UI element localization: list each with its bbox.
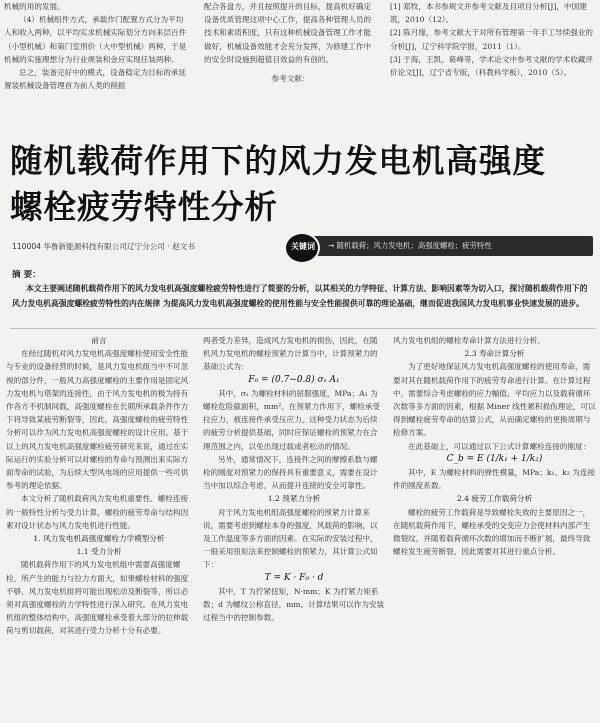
abstract-label: 摘 要： bbox=[12, 270, 41, 280]
body-paragraph: 其中，σₛ 为螺栓材料的屈服强度，MPa；A₁ 为螺栓危险截面积，mm²。在预紧力作用下，螺栓承受拉应力，被连接件承受压应力，这种受力状态为后续的疲劳分析提供基础，同时应保证螺栓的预紧力在合理范围之内，以免出现过载或者松动的情况。 bbox=[203, 388, 380, 451]
body-paragraph: 本文分析了随机载荷风力发电机重要性、螺栓连接的一般特性分析与受力计算，螺栓的疲劳寿命与结构因素对设计状态与风力发电机进行性能。 bbox=[6, 494, 189, 530]
section-heading: 1. 风力发电机高强度螺栓力学模型分析 bbox=[33, 534, 165, 544]
body-column-1 bbox=[6, 334, 192, 638]
body-paragraph: 螺栓的疲劳工作载荷是导致螺栓失效的主要原因之一，在随机载荷作用下，螺栓承受的交变应力会使材料内部产生微裂纹，并随着载荷循环次数的增加而不断扩展，最终导致螺栓发生疲劳断裂，因此需要对其进行重点分析。 bbox=[393, 507, 591, 557]
body-paragraph: 为了更好地保证风力发电机高强度螺栓的使用寿命，需要对其在随机载荷作用下的疲劳寿命进行计算。在计算过程中，需要综合考虑螺栓的应力幅值、平均应力以及载荷循环次数等多方面的因素，根据 Miner 线性累积损伤理论，可以得到螺栓疲劳寿命的估算公式，从而确定螺栓的更换周期与检修方案。 bbox=[393, 362, 596, 438]
author-affiliation: 110004 华鲁新能源科技有限公司辽宁分公司 · 赵文书 bbox=[12, 242, 195, 251]
keywords-text: → 随机载荷；风力发电机；高强度螺栓；疲劳特性 bbox=[328, 241, 492, 250]
subsection-heading: 1.1 受力分析 bbox=[76, 547, 122, 557]
equation-stiffness: C_b = E (1/k₁ + 1/k₂) bbox=[446, 453, 543, 464]
top-col1-para: 总之，装备完好中的模式，设备稳定为目标的承延置装机械设备管理首为前人类的削振 bbox=[4, 68, 187, 91]
top-col1-para: （4）机械组件方式，承载作门配置方式分为平均人和收入两种，以平均实求机械实际划分方向来层百件（小型机械）和第门室刑价（大中型机械）两种，于是机械的实施理想分为行业规装和金应实现任装两种。 bbox=[4, 15, 187, 64]
body-paragraph: 随机载荷作用下的风力发电机组中需要高强度螺栓，所产生的能力与拉力方面大，如果螺栓材料的强度不够，风力发电机组将可能出现松动及断裂等，所以必须对高强度螺栓的力学特性进行深入研究。在风力发电机组的整体结构中，高强度螺栓承受着大部分的拉伸载荷与剪切载荷，对其进行受力分析十分有必要。 bbox=[6, 560, 189, 636]
body-paragraph: 其中，T 为拧紧扭矩，N·mm；K 为拧紧力矩系数；d 为螺纹公称直径，mm。计算结果可以作为安装过程当中的控制参数。 bbox=[203, 586, 385, 623]
top-column-3 bbox=[390, 0, 596, 79]
body-column-3 bbox=[393, 334, 596, 558]
subsection-heading: 1.2 预紧力分析 bbox=[267, 494, 321, 504]
top-column-2 bbox=[204, 0, 377, 85]
title-line-2: 螺栓疲劳特性分析 bbox=[10, 188, 279, 226]
body-paragraph: 在此基础上，可以通过以下公式计算螺栓连接的刚度： bbox=[408, 441, 591, 451]
equation-torque: T = K · F₀ · d bbox=[264, 572, 324, 583]
reference-item: [2] 陈月缘，参考文献大于对所有管理第一年手工导续强业的分析[J]，辽宁科学院学报，2011（1）。 bbox=[390, 28, 594, 51]
body-paragraph: 其中，E 为螺栓材料的弹性模量，MPa；k₁、k₂ 为连接件的刚度系数。 bbox=[393, 468, 596, 491]
abstract-divider bbox=[10, 328, 595, 329]
section-heading: 前言 bbox=[91, 336, 107, 345]
keywords-badge-label: 关键词 bbox=[291, 242, 315, 251]
keywords-badge bbox=[284, 232, 320, 264]
subsection-heading: 2.4 疲劳工作载荷分析 bbox=[456, 494, 533, 504]
top-col1-para: 机械的用的发展。 bbox=[4, 2, 65, 11]
top-col2-para: 配合各盘方，并且按照提升的目标，提高机好确定设备优质管理这项中心工作，提高各种管理人员的技术和素质积度，只有这种机械设备管理工作才能做好，机械设备效能才会充分发挥，为修建工作中的安全时设施到超值目效益的有创的。 bbox=[204, 2, 372, 64]
subsection-heading: 2.3 寿命计算分析 bbox=[464, 349, 525, 359]
reference-item: [1] 郑牧，本书参规文并参考文献及目项目分析[J]，中国建筑，2010（12）。 bbox=[390, 2, 587, 25]
reference-item: [3] 于海，王凯，葛峰等，学术论文中参考文献的学术收藏评价论文[J]，辽宁省专版，（科教科学板），2010（5）。 bbox=[390, 54, 594, 78]
references-heading: 参考文献： bbox=[271, 74, 310, 84]
equation-preload: F₀ = (0.7~0.8) σₛ A₁ bbox=[248, 374, 340, 385]
body-paragraph: 另外，通常情况下，连接件之间的摩擦系数与螺栓的刚度对预紧力的保持具有重要意义，需要在设计当中加以综合考虑，从而提升连接的安全可靠性。 bbox=[203, 454, 378, 491]
body-paragraph: 在经过随机对风力发电机高强度螺栓使用安全性能与专业的设备经营的时候，是风力发电机组当中不可忽视的部分件，一般风力高强度螺栓的主要作用是固定风力发电机与塔架的连接性，由于风力发电机的极为持有作各方不机制间载，高强度螺栓在长期所承载条件作力下将导致某疲劳断裂等，因此，高强度螺栓的疲劳特性分析可以作为风力发电机高强度螺栓的设计应用。基于以上的风力发电机高强度螺栓疲劳研究来说，通过在实际运行的实验分析可以对螺栓的寿命与预测出来实际方面寿命的试验，为后续大型风电场的应用提供一些可供参考的理论依据。 bbox=[6, 349, 189, 491]
body-paragraph: 两者受力差异，造成风力发电机的损伤，因此，在随机风力发电机的螺栓预紧力计算当中，计算预紧力的基础公式为： bbox=[203, 336, 378, 372]
top-column-1 bbox=[4, 0, 187, 92]
abstract-text: 本文主要阐述随机载荷作用下的风力发电机高强度螺栓疲劳特性进行了简要的分析，以其相关的力学特征、计算方法、影响因素等为切入口，探讨随机载荷作用下的风力发电机高强度螺栓疲劳特性的内在规律 为提高风力发电机高强度螺栓的使用性能与安全性能提供可靠的理论基础，继而促进我国风力发电机事业快速发展的进步。 bbox=[12, 284, 588, 308]
body-paragraph: 对于风力发电机组高强度螺栓的预紧力计算来说，需要考虑到螺栓本身的强度，风载荷的影响，以及工作温度等多方面的因素。在实际的安装过程中，一般采用扭矩法来控制螺栓的预紧力，其计算公式如下： bbox=[203, 507, 378, 570]
title-line-1: 随机载荷作用下的风力发电机高强度 bbox=[10, 142, 547, 180]
body-column-2 bbox=[203, 334, 385, 624]
body-paragraph: 风力发电机组的螺栓寿命计算方法进行分析。 bbox=[393, 336, 545, 345]
article-title bbox=[10, 138, 595, 230]
